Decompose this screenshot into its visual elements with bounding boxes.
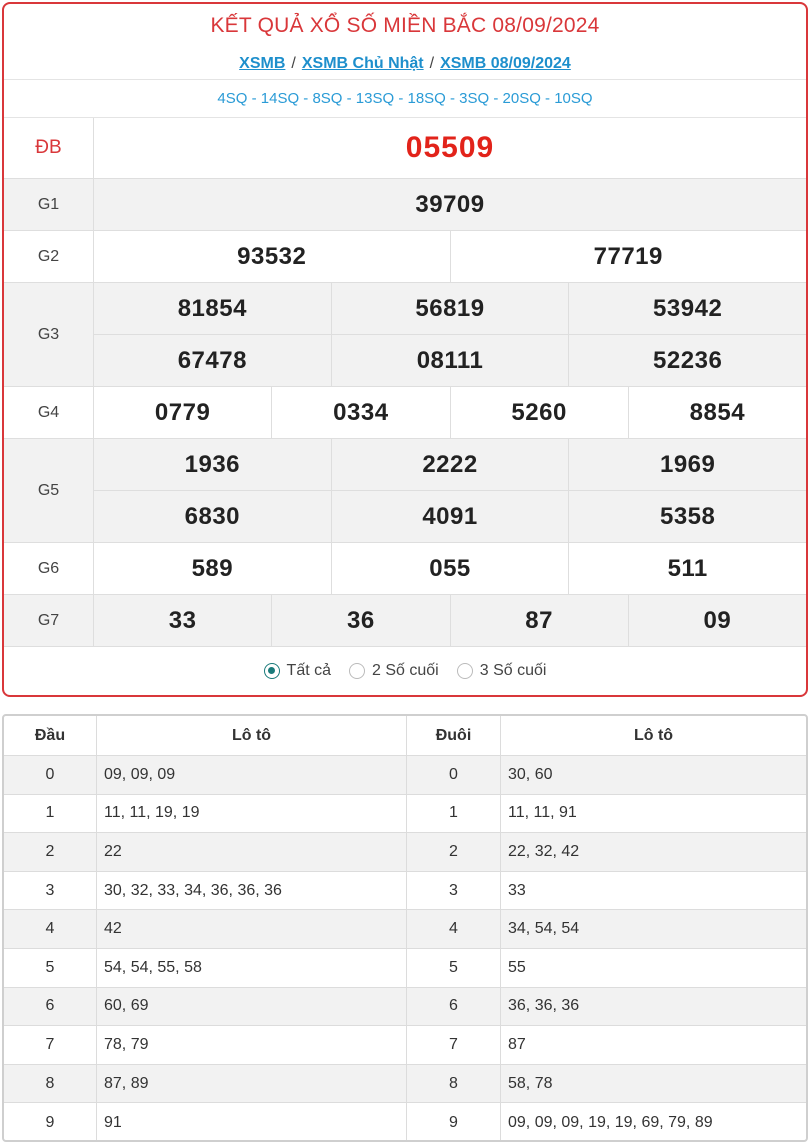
prize-number: 09: [628, 595, 806, 646]
head-loto-values: 91: [96, 1103, 406, 1142]
head-loto-values: 30, 32, 33, 34, 36, 36, 36: [96, 872, 406, 910]
head-digit: 5: [45, 958, 55, 976]
results-card: [2, 2, 808, 697]
prize-label: G1: [4, 179, 94, 230]
prize-number: 2222: [331, 439, 569, 490]
head-loto-values: 09, 09, 09: [96, 756, 406, 794]
prize-number: 0334: [271, 387, 449, 438]
head-digit: 1: [45, 804, 55, 822]
table-row: [4, 1103, 806, 1142]
prize-number: 87: [450, 595, 628, 646]
special-prize-number: 05509: [405, 131, 495, 164]
column-header-loto: Lô tô: [96, 716, 406, 755]
prize-row-g6: [4, 543, 806, 595]
prize-row-g7: [4, 595, 806, 647]
tail-digit: 7: [406, 1026, 500, 1064]
prize-number: 52236: [568, 335, 806, 386]
filter-label: 3 Số cuối: [479, 662, 547, 679]
prize-number: 589: [191, 554, 234, 582]
prize-number: 53942: [568, 283, 806, 334]
prize-label: G2: [4, 231, 94, 282]
special-codes: 4SQ - 14SQ - 8SQ - 13SQ - 18SQ - 3SQ - 20SQ - 10SQ: [4, 80, 806, 118]
loto-body: [4, 756, 806, 1142]
head-digit: 2: [45, 842, 55, 860]
head-loto-values: 22: [96, 833, 406, 871]
prize-row-db: [4, 118, 806, 179]
prize-row-g2: [4, 231, 806, 283]
prize-row-g3: [4, 283, 806, 387]
table-row: [4, 988, 806, 1027]
tail-digit: 2: [406, 833, 500, 871]
tail-loto-values: 22, 32, 42: [500, 833, 806, 871]
tail-loto-values: 33: [500, 872, 806, 910]
prize-number: 5358: [568, 491, 806, 542]
link-xsmb-date[interactable]: XSMB 08/09/2024: [440, 54, 571, 72]
filter-label: 2 Số cuối: [372, 662, 439, 679]
prize-number: 39709: [415, 190, 485, 218]
tail-loto-values: 87: [500, 1026, 806, 1064]
radio-unchecked-icon[interactable]: [457, 663, 473, 679]
prize-number: 1936: [184, 450, 241, 478]
head-loto-values: 87, 89: [96, 1065, 406, 1103]
tail-loto-values: 55: [500, 949, 806, 987]
prize-number: 4091: [331, 491, 569, 542]
tail-digit: 0: [406, 756, 500, 794]
prize-label: G3: [4, 283, 94, 386]
prize-number: 1969: [568, 439, 806, 490]
tail-loto-values: 09, 09, 09, 19, 19, 69, 79, 89: [500, 1103, 806, 1142]
loto-table: [2, 714, 808, 1142]
prize-label: G5: [4, 439, 94, 542]
breadcrumb-separator: /: [429, 54, 435, 72]
prize-number: 5260: [450, 387, 628, 438]
page-title: KẾT QUẢ XỔ SỐ MIỀN BẮC 08/09/2024: [210, 14, 600, 37]
head-digit: 9: [45, 1113, 55, 1131]
head-digit: 0: [45, 765, 55, 783]
prize-number: 8854: [628, 387, 806, 438]
filter-last-2-radio[interactable]: [349, 662, 439, 680]
table-row: [4, 833, 806, 872]
filter-last-3-radio[interactable]: [457, 662, 547, 680]
breadcrumb-separator: /: [291, 54, 296, 72]
loto-header-row: [4, 716, 806, 756]
table-row: [4, 1065, 806, 1104]
prize-number: 6830: [184, 502, 241, 530]
tail-digit: 4: [406, 910, 500, 948]
head-loto-values: 42: [96, 910, 406, 948]
filter-label: Tất cả: [286, 662, 332, 679]
table-row: [4, 756, 806, 795]
column-header-duoi: Đuôi: [406, 716, 500, 755]
column-header-loto: Lô tô: [500, 716, 806, 755]
head-digit: 7: [45, 1035, 55, 1053]
filter-all-radio[interactable]: [264, 662, 331, 680]
link-xsmb-chu-nhat[interactable]: XSMB Chủ Nhật: [301, 54, 424, 72]
breadcrumb: [4, 48, 806, 80]
tail-digit: 9: [406, 1103, 500, 1142]
head-digit: 4: [45, 920, 55, 938]
prize-row-g5: [4, 439, 806, 543]
table-row: [4, 795, 806, 834]
prize-label: G4: [4, 387, 94, 438]
prize-number: 0779: [154, 398, 211, 426]
tail-digit: 1: [406, 795, 500, 833]
prize-number: 77719: [450, 231, 807, 282]
head-digit: 8: [45, 1074, 55, 1092]
prize-number: 56819: [331, 283, 569, 334]
head-loto-values: 78, 79: [96, 1026, 406, 1064]
tail-loto-values: 11, 11, 91: [500, 795, 806, 833]
tail-loto-values: 58, 78: [500, 1065, 806, 1103]
prize-number: 93532: [237, 242, 307, 270]
tail-digit: 6: [406, 988, 500, 1026]
prize-number: 36: [271, 595, 449, 646]
digit-filter: [4, 647, 806, 695]
table-row: [4, 1026, 806, 1065]
head-digit: 6: [45, 997, 55, 1015]
table-row: [4, 910, 806, 949]
head-loto-values: 60, 69: [96, 988, 406, 1026]
radio-unchecked-icon[interactable]: [349, 663, 365, 679]
head-digit: 3: [45, 881, 55, 899]
tail-loto-values: 36, 36, 36: [500, 988, 806, 1026]
tail-loto-values: 30, 60: [500, 756, 806, 794]
prize-row-g1: [4, 179, 806, 231]
head-loto-values: 11, 11, 19, 19: [96, 795, 406, 833]
link-xsmb[interactable]: XSMB: [239, 54, 286, 72]
prize-number: 08111: [331, 335, 569, 386]
table-row: [4, 872, 806, 911]
prize-label: ĐB: [4, 118, 94, 178]
radio-checked-icon[interactable]: [264, 663, 280, 679]
tail-digit: 5: [406, 949, 500, 987]
table-row: [4, 949, 806, 988]
prize-label: G6: [4, 543, 94, 594]
head-loto-values: 54, 54, 55, 58: [96, 949, 406, 987]
prize-number: 67478: [177, 346, 247, 374]
prize-number: 511: [568, 543, 806, 594]
prize-number: 055: [331, 543, 569, 594]
tail-digit: 3: [406, 872, 500, 910]
prize-number: 81854: [177, 294, 247, 322]
prize-row-g4: [4, 387, 806, 439]
prize-label: G7: [4, 595, 94, 646]
prize-number: 33: [168, 606, 197, 634]
column-header-dau: Đầu: [34, 726, 66, 744]
tail-digit: 8: [406, 1065, 500, 1103]
tail-loto-values: 34, 54, 54: [500, 910, 806, 948]
